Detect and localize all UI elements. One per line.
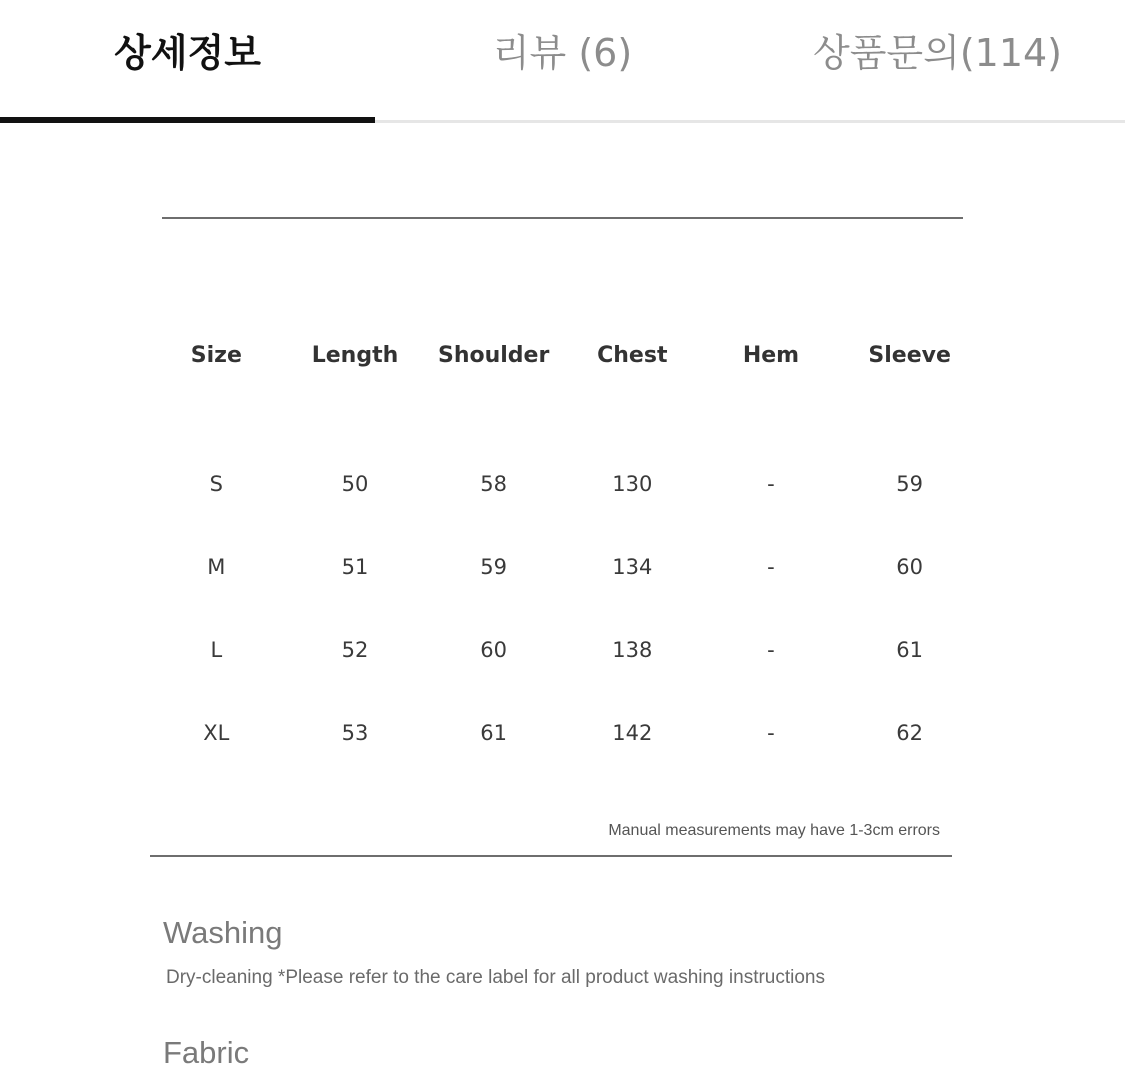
tab-details[interactable] bbox=[0, 0, 375, 120]
header-length: Length bbox=[311, 342, 399, 368]
active-tab-indicator bbox=[0, 117, 375, 123]
tab-inquiries-label: 상품문의(114) bbox=[812, 31, 1062, 75]
cell-sleeve: 62 bbox=[896, 720, 923, 745]
header-sleeve: Sleeve bbox=[868, 342, 951, 368]
header-hem: Hem bbox=[742, 342, 800, 368]
measurement-note: Manual measurements may have 1-3cm errors bbox=[608, 822, 940, 839]
size-chart-table bbox=[147, 320, 979, 774]
cell-length: 52 bbox=[341, 637, 369, 662]
cell-shoulder: 60 bbox=[480, 637, 507, 662]
cell-hem: - bbox=[767, 720, 775, 745]
cell-length: 53 bbox=[341, 720, 369, 745]
product-tabs bbox=[0, 0, 1125, 123]
header-shoulder: Shoulder bbox=[437, 342, 550, 368]
size-chart-bottom-divider bbox=[150, 855, 952, 857]
tab-inquiries[interactable] bbox=[750, 0, 1125, 120]
table-row bbox=[147, 442, 979, 525]
cell-chest: 142 bbox=[612, 720, 653, 745]
cell-shoulder: 58 bbox=[480, 471, 507, 496]
cell-length: 50 bbox=[341, 471, 369, 496]
tab-details-label: 상세정보 bbox=[114, 31, 261, 75]
cell-shoulder: 59 bbox=[480, 554, 507, 579]
washing-instructions: Dry-cleaning *Please refer to the care label for all product washing instructions bbox=[166, 967, 825, 988]
header-size: Size bbox=[190, 342, 242, 368]
cell-size: S bbox=[209, 471, 223, 496]
cell-hem: - bbox=[767, 554, 775, 579]
cell-length: 51 bbox=[341, 554, 369, 579]
header-chest: Chest bbox=[597, 342, 668, 368]
size-chart-header-row bbox=[147, 320, 979, 390]
size-chart-top-divider bbox=[162, 217, 963, 219]
cell-shoulder: 61 bbox=[480, 720, 507, 745]
cell-sleeve: 61 bbox=[896, 637, 923, 662]
washing-heading: Washing bbox=[163, 915, 283, 950]
tab-reviews-label: 리뷰 (6) bbox=[492, 31, 633, 75]
cell-hem: - bbox=[767, 471, 775, 496]
cell-size: XL bbox=[203, 720, 230, 745]
cell-sleeve: 59 bbox=[896, 471, 923, 496]
cell-hem: - bbox=[767, 637, 775, 662]
table-row bbox=[147, 608, 979, 691]
tab-reviews[interactable] bbox=[375, 0, 750, 120]
table-spacer bbox=[147, 390, 979, 442]
cell-size: M bbox=[207, 554, 226, 579]
table-row bbox=[147, 525, 979, 608]
fabric-heading: Fabric bbox=[163, 1035, 250, 1070]
cell-size: L bbox=[210, 637, 223, 662]
cell-sleeve: 60 bbox=[896, 554, 923, 579]
cell-chest: 130 bbox=[612, 471, 653, 496]
cell-chest: 138 bbox=[612, 637, 653, 662]
table-row bbox=[147, 691, 979, 774]
cell-chest: 134 bbox=[612, 554, 653, 579]
